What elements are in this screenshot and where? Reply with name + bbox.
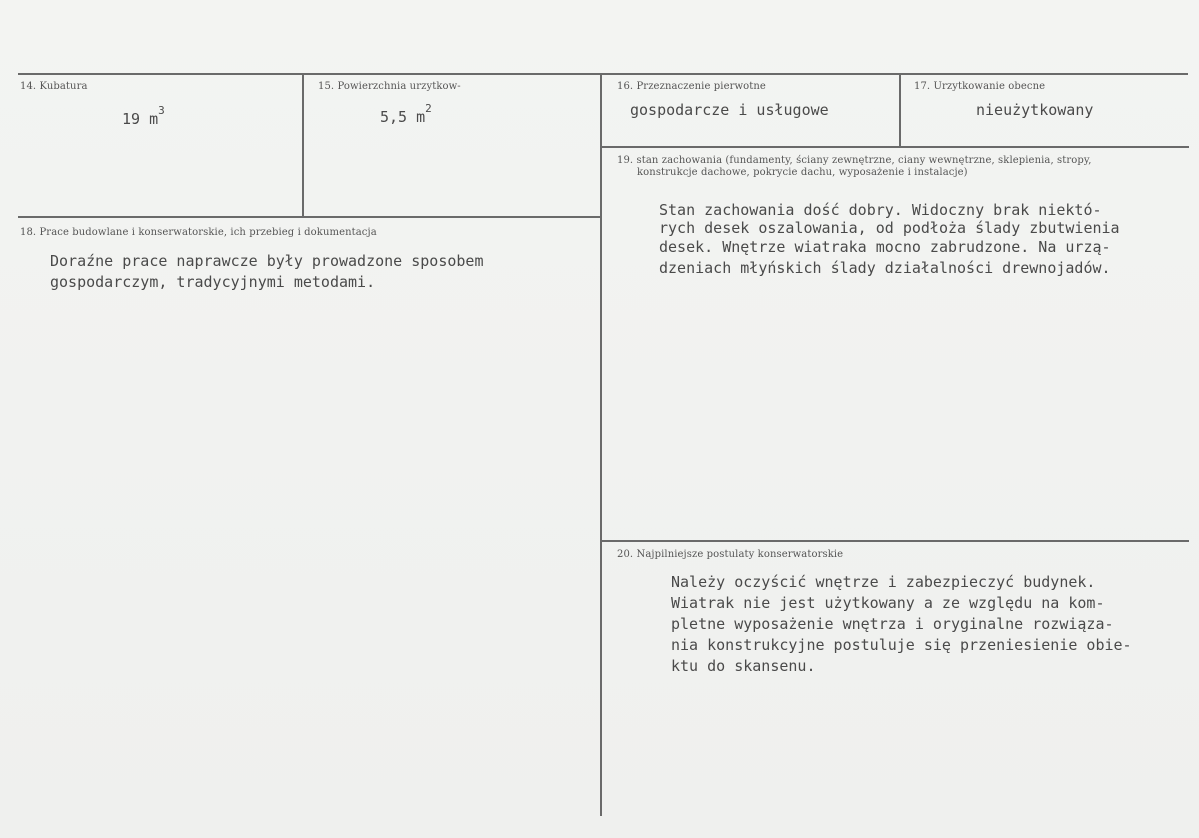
field-19-label-line-2: konstrukcje dachowe, pokrycie dachu, wyposażenie i instalacje) xyxy=(637,167,968,178)
divider-16-17 xyxy=(899,74,901,146)
rule-above-20 xyxy=(601,540,1189,542)
powierzchnia-unit-exponent: 2 xyxy=(425,102,432,115)
field-18-line-1: Doraźne prace naprawcze były prowadzone sposobem xyxy=(50,252,484,270)
rule-under-14-15 xyxy=(18,216,601,218)
field-19-line-3: desek. Wnętrze wiatraka mocno zabrudzone. Na urzą- xyxy=(659,238,1111,256)
kubatura-value: 19 m xyxy=(122,110,159,128)
divider-14-15 xyxy=(302,74,304,216)
field-20-line-2: Wiatrak nie jest użytkowany a ze względu na kom- xyxy=(671,594,1105,612)
field-17-value: nieużytkowany xyxy=(976,101,1094,119)
field-16-value: gospodarcze i usługowe xyxy=(630,101,829,119)
powierzchnia-value: 5,5 m xyxy=(380,108,426,126)
field-15-value xyxy=(380,102,432,128)
field-19-line-1: Stan zachowania dość dobry. Widoczny brak niektó- xyxy=(659,201,1102,219)
field-18-label: 18. Prace budowlane i konserwatorskie, ich przebieg i dokumentacja xyxy=(20,227,377,238)
field-20-line-3: pletne wyposażenie wnętrza i oryginalne rozwiąza- xyxy=(671,615,1114,633)
field-16-label: 16. Przeznaczenie pierwotne xyxy=(617,81,766,92)
kubatura-unit-exponent: 3 xyxy=(158,104,165,117)
field-18-line-2: gospodarczym, tradycyjnymi metodami. xyxy=(50,273,376,291)
field-14-label: 14. Kubatura xyxy=(20,81,88,92)
top-rule xyxy=(18,73,1188,75)
field-20-label: 20. Najpilniejsze postulaty konserwatorskie xyxy=(617,549,844,560)
field-15-label: 15. Powierzchnia urzytkow- xyxy=(318,81,461,92)
field-19-label-line-1: 19. stan zachowania (fundamenty, ściany zewnętrzne, ciany wewnętrzne, sklepienia, stropy, xyxy=(617,155,1092,166)
field-20-line-1: Należy oczyścić wnętrze i zabezpieczyć budynek. xyxy=(671,573,1096,591)
field-20-line-4: nia konstrukcyjne postuluje się przeniesienie obie- xyxy=(671,636,1132,654)
field-19-line-4: dzeniach młyńskich ślady działalności drewnojadów. xyxy=(659,259,1111,277)
divider-main xyxy=(600,74,602,816)
field-20-line-5: ktu do skansenu. xyxy=(671,657,816,675)
field-14-value xyxy=(122,104,165,130)
field-17-label: 17. Urzytkowanie obecne xyxy=(914,81,1046,92)
rule-under-16-17 xyxy=(601,146,1189,148)
field-19-line-2: rych desek oszalowania, od podłoża ślady zbutwienia xyxy=(659,219,1120,237)
